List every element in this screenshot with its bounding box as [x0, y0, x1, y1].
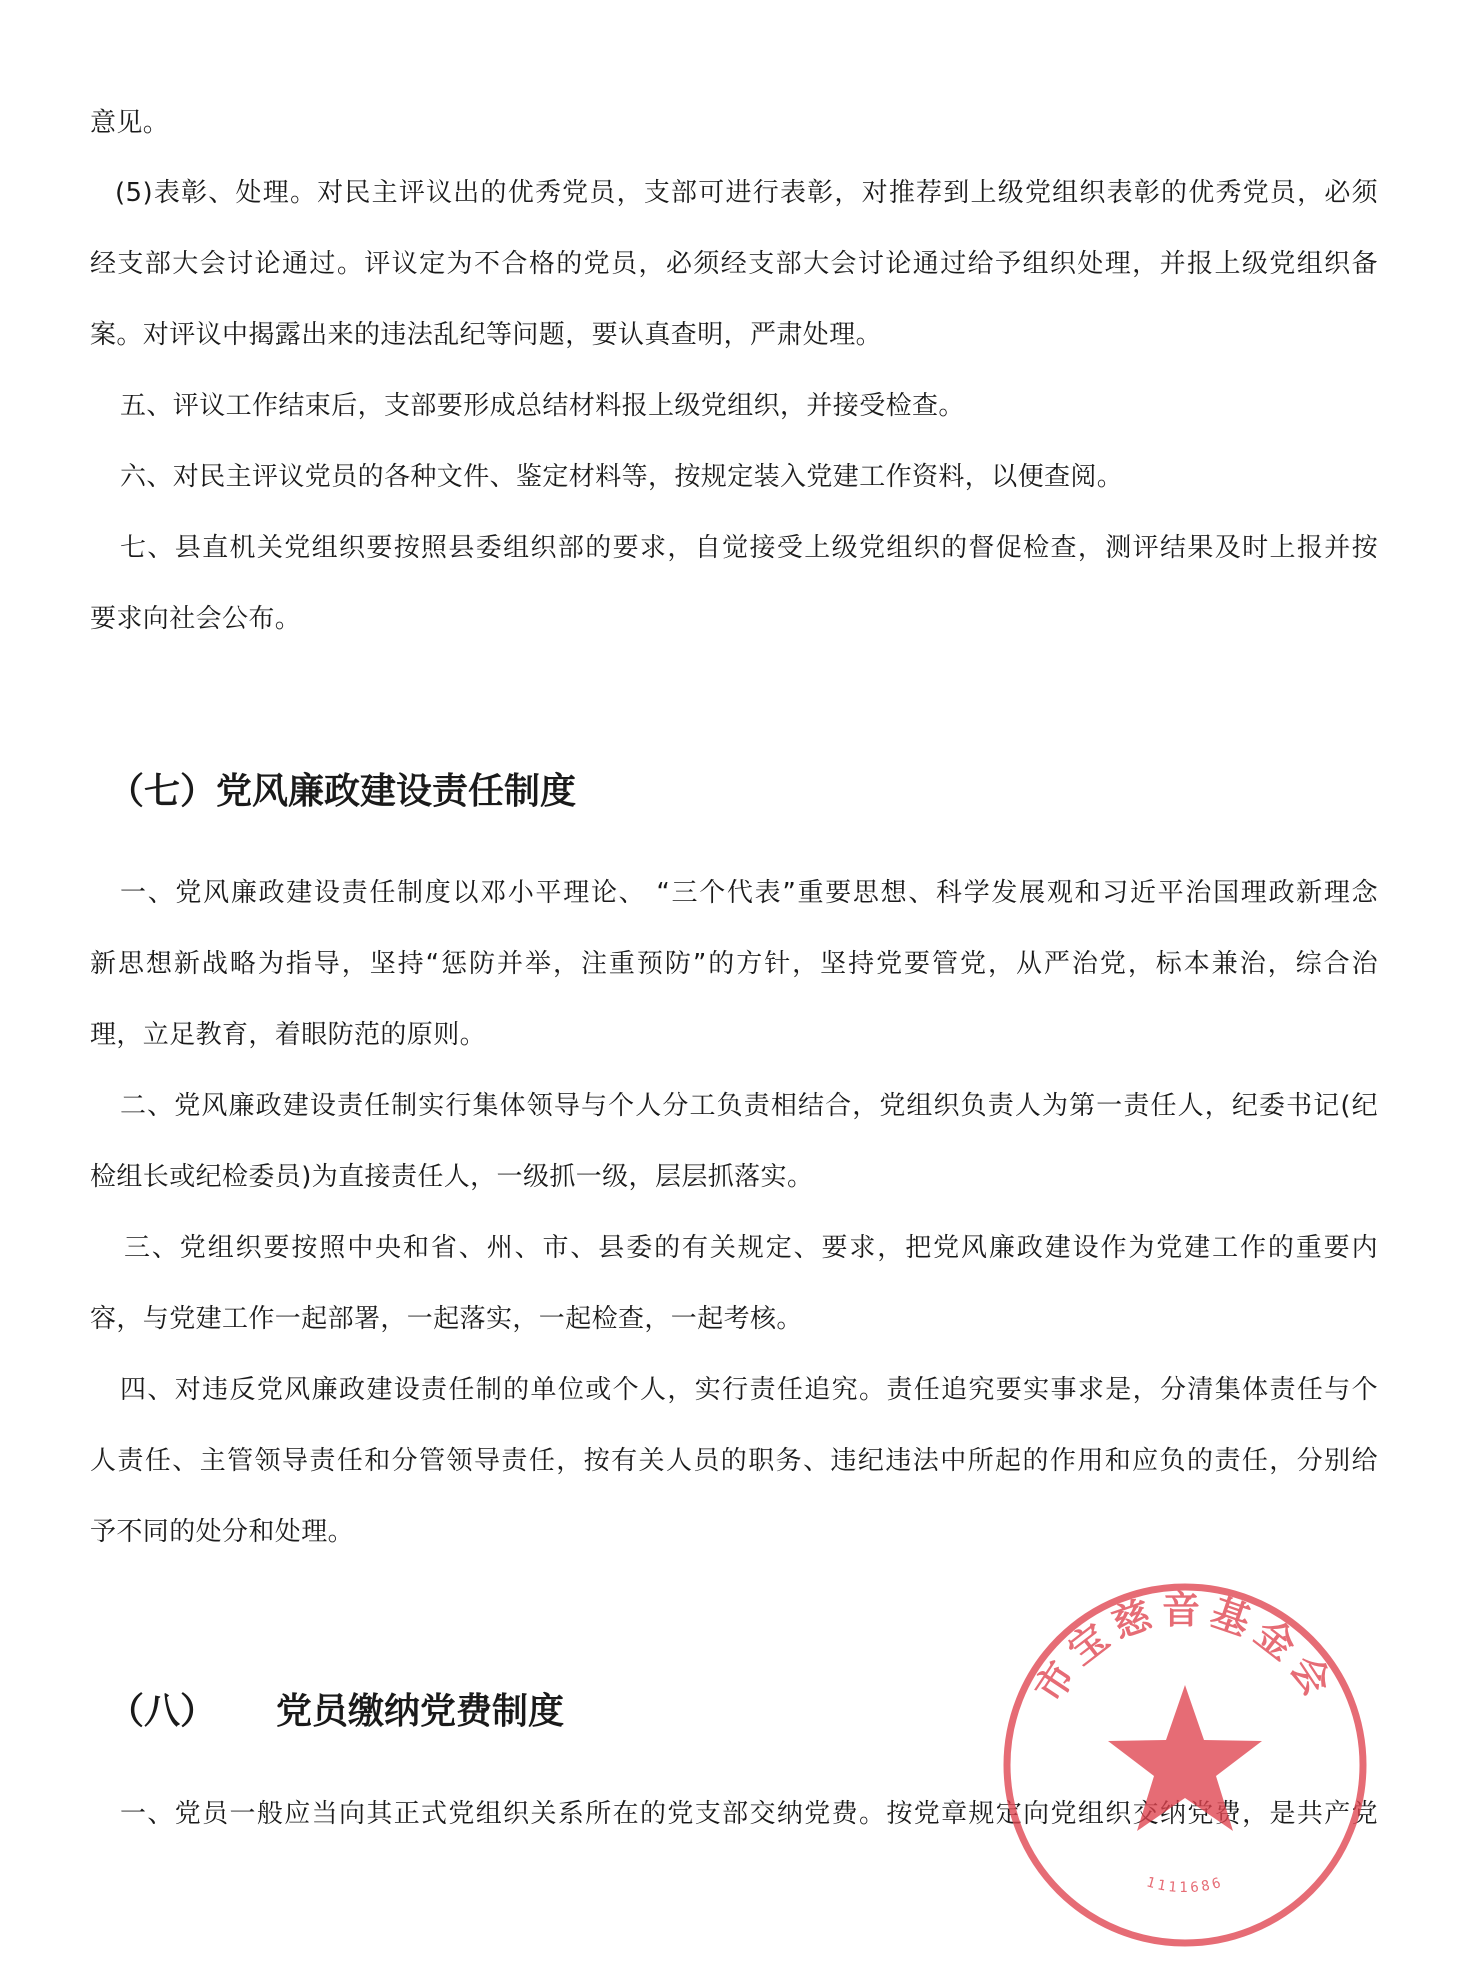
heading-number: （八）	[108, 1691, 217, 1732]
para-line: 意见。	[90, 108, 170, 138]
heading-title: 党风廉政建设责任制度	[216, 771, 577, 812]
para-line: 六、对民主评议党员的各种文件、鉴定材料等，按规定装入党建工作资料，以便查阅。	[120, 462, 1124, 492]
seal-code-text: 1111686	[1144, 1874, 1226, 1897]
section-heading-7	[108, 770, 576, 814]
para-line: 新思想新战略为指导，坚持“惩防并举，注重预防”的方针，坚持党要管党，从严治党，标本兼治，综合治	[90, 949, 1378, 979]
para-line: 七、县直机关党组织要按照县委组织部的要求，自觉接受上级党组织的督促检查，测评结果及时上报并按	[120, 533, 1378, 563]
section-heading-8	[108, 1690, 564, 1734]
heading-number: （七）	[108, 771, 217, 812]
official-seal	[985, 1565, 1385, 1965]
para-line: 三、党组织要按照中央和省、州、市、县委的有关规定、要求，把党风廉政建设作为党建工作的重要内	[124, 1233, 1378, 1263]
para-line: 五、评议工作结束后，支部要形成总结材料报上级党组织，并接受检查。	[120, 391, 965, 421]
heading-title: 党员缴纳党费制度	[276, 1691, 565, 1732]
para-line: 人责任、主管领导责任和分管领导责任，按有关人员的职务、违纪违法中所起的作用和应负的责任，分别给	[90, 1446, 1378, 1476]
para-line: 予不同的处分和处理。	[90, 1517, 355, 1547]
para-line: 经支部大会讨论通过。评议定为不合格的党员，必须经支部大会讨论通过给予组织处理，并报上级党组织备	[90, 249, 1378, 279]
para-line: 检组长或纪检委员)为直接责任人，一级抓一级，层层抓落实。	[90, 1162, 814, 1192]
para-line: 一、党员一般应当向其正式党组织关系所在的党支部交纳党费。按党章规定向党组织交纳党费，是共产党	[120, 1799, 1378, 1829]
para-line: 要求向社会公布。	[90, 604, 302, 634]
seal-star-icon	[1108, 1685, 1262, 1831]
para-line: 四、对违反党风廉政建设责任制的单位或个人，实行责任追究。责任追究要实事求是，分清集体责任与个	[120, 1375, 1378, 1405]
para-line: 容，与党建工作一起部署，一起落实，一起检查，一起考核。	[90, 1304, 803, 1334]
para-line: 案。对评议中揭露出来的违法乱纪等问题，要认真查明，严肃处理。	[90, 320, 883, 350]
para-line: 一、党风廉政建设责任制度以邓小平理论、 “三个代表”重要思想、科学发展观和习近平治国理政新理念	[120, 878, 1378, 908]
para-line: (5)表彰、处理。对民主评议出的优秀党员，支部可进行表彰，对推荐到上级党组织表彰的优秀党员，必须	[115, 178, 1378, 208]
seal-arc-text: 市宝慈音基金会	[1026, 1588, 1344, 1710]
para-line: 理，立足教育，着眼防范的原则。	[90, 1020, 487, 1050]
para-line: 二、党风廉政建设责任制实行集体领导与个人分工负责相结合，党组织负责人为第一责任人，纪委书记(纪	[120, 1091, 1378, 1121]
